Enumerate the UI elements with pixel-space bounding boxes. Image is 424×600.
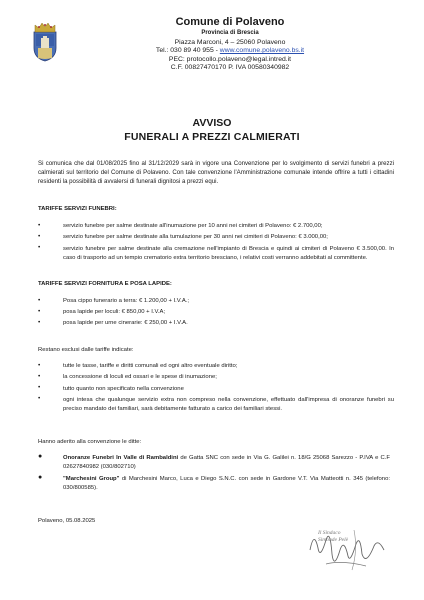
notice-subtitle: FUNERALI A PREZZI CALMIERATI <box>124 131 300 143</box>
list-item: • ogni intesa che qualunque servizio extra non compreso nella convenzione, effettuato dall'impresa di onoranze funebri su preciso mandato dei familiari, sarà debitamente fatturato a carico dei familiari stessi. <box>38 395 394 412</box>
company-details: de Gatta SNC con sede in Via G. Galilei n. 18/G 25068 Sarezzo - P.IVA e C.F 02627840982 (030/802710) <box>63 455 390 470</box>
mayor-signature <box>296 520 396 582</box>
bullet-icon: • <box>38 372 41 380</box>
list-item: • servizio funebre per salme destinate alla tumulazione per 30 anni nei cimiteri di Polaveno: € 3.000,00; <box>38 232 328 241</box>
company-name: "Marchesini Group" <box>63 475 120 482</box>
exclusions-list <box>38 362 394 416</box>
bullet-icon: • <box>38 221 41 229</box>
bullet-icon: • <box>38 318 41 326</box>
list-item <box>38 475 390 493</box>
funeral-fees-heading: TARIFFE SERVIZI FUNEBRI: <box>38 206 117 212</box>
bullet-icon: • <box>38 361 41 369</box>
signature-stamp: Il Sindaco Simonde Pelè <box>318 530 349 543</box>
notice-title: AVVISO <box>192 117 232 129</box>
bullet-icon: • <box>38 395 41 403</box>
website-link[interactable]: www.comune.polaveno.bs.it <box>219 47 305 55</box>
bullet-icon: • <box>38 307 41 315</box>
bullet-icon: • <box>38 244 41 252</box>
phone-website-line <box>110 47 350 55</box>
phone: Tel.: 030 89 40 955 - <box>155 47 220 55</box>
headstone-fees-list <box>38 297 394 330</box>
exclusions-heading: Restano esclusi dalle tariffe indicate: <box>38 347 134 353</box>
company-details: di Marchesini Marco, Luca e Diego S.N.C. con sede in Gardone V.T. Via Matteotti n. 345 (telefono: 030/800585). <box>63 475 390 491</box>
bullet-icon: ● <box>38 473 43 481</box>
list-item: • servizio funebre per salme destinate alla cremazione nell'impianto di Brescia e quindi ai cimiteri di Polaveno € 3.500,00. In caso di trasporto ad un tempio crematorio extra territorio bresciano, i relativi costi verranno addebitati al committente. <box>38 244 394 261</box>
municipal-crest-icon <box>28 18 62 62</box>
list-item: • posa lapide per urne cinerarie: € 250,00 + I.V.A. <box>38 318 188 327</box>
list-item: • tutto quanto non specificato nella convenzione <box>38 384 184 392</box>
list-item: • tutte le tasse, tariffe e diritti comunali ed ogni altro eventuale diritto; <box>38 361 238 369</box>
list-item: • servizio funebre per salme destinate all'inumazione per 10 anni nei cimiteri di Polaveno: € 2.700,00; <box>38 221 323 229</box>
funeral-fees-list <box>38 222 394 265</box>
bullet-icon: • <box>38 384 41 392</box>
fiscal-codes: C.F. 00827470170 P. IVA 00580340982 <box>170 64 290 72</box>
list-item: • Posa cippo funerario a terra: € 1.200,00 + I.V.A.; <box>38 296 190 304</box>
bullet-icon: • <box>38 296 41 304</box>
bullet-icon: ● <box>38 453 43 460</box>
adherents-list <box>38 454 390 496</box>
pec-address: PEC: protocollo.polaveno@legal.intred.it <box>168 55 292 63</box>
letterhead <box>110 16 350 73</box>
list-item: • la concessione di loculi ed ossari e le spese di inumazione; <box>38 372 217 381</box>
headstone-fees-heading: TARIFFE SERVIZI FORNITURA E POSA LAPIDE: <box>38 281 172 287</box>
place-and-date: Polaveno, 05.08.2025 <box>38 518 96 524</box>
municipality-name: Comune di Polaveno <box>175 16 285 28</box>
intro-paragraph: Si comunica che dal 01/08/2025 fino al 31/12/2029 sarà in vigore una Convenzione per lo svolgimento di servizi funebri a prezzi calmierati sul territorio del Comune di Polaveno. Con tale convenzione l'Amministrazione comunale intende offrire a tutti i cittadini residenti la possibilità di avvalersi di funerali dignitosi a prezzi equi. <box>38 160 394 185</box>
bullet-icon: • <box>38 232 41 240</box>
adherents-heading: Hanno aderito alla convenzione le ditte: <box>38 439 142 445</box>
company-name: Onoranze Funebri In Valle di Rambaldini <box>63 455 179 461</box>
address: Piazza Marconi, 4 – 25060 Polaveno <box>174 39 286 46</box>
list-item: • posa lapide per loculi: € 850,00 + I.V.A; <box>38 307 166 316</box>
list-item <box>38 454 390 472</box>
province-name: Provincia di Brescia <box>201 30 259 36</box>
